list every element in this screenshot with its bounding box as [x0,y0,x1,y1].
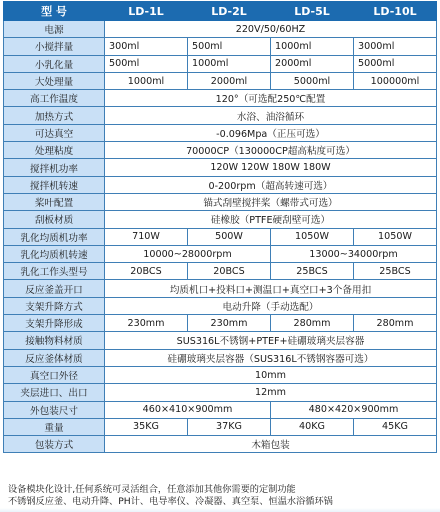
header-row [4,2,437,21]
row-vacuum-port [4,366,437,383]
row-cell: 500ml [188,38,271,55]
row-cell: 230mm [105,315,188,332]
row-label: 反应釜体材质 [4,349,105,366]
row-small-emulsify [4,55,437,72]
row-weight [4,418,437,435]
row-max-temp [4,90,437,107]
model-ld-1l: LD-1L [105,2,188,21]
row-cell: 25BCS [271,263,354,280]
row-value: 70000CP（130000CP超高粘度可选） [105,142,437,159]
row-cell: 5000ml [271,72,354,89]
row-cell: 3000ml [354,38,437,55]
row-cell: 10000~28000rpm [105,245,271,262]
row-cell: 1000ml [105,72,188,89]
row-cell: 280mm [271,315,354,332]
row-label: 可达真空 [4,124,105,141]
row-lift-stroke [4,315,437,332]
model-ld-2l: LD-2L [188,2,271,21]
row-label: 乳化工作头型号 [4,263,105,280]
row-label: 桨叶配置 [4,193,105,210]
row-value: -0.096Mpa（正压可选） [105,124,437,141]
row-cell: 37KG [188,418,271,435]
row-cell: 500W [188,228,271,245]
row-cell: 2000ml [271,55,354,72]
row-cell: 45KG [354,418,437,435]
row-max-capacity [4,72,437,89]
row-scraper [4,211,437,228]
notes-line-1: 设备模块化设计,任何系统可灵活组合，任意添加其他你需要的定制功能 [8,484,296,495]
row-paddle [4,193,437,210]
row-cell: 480×420×900mm [271,401,437,418]
row-power [4,21,437,38]
row-cell: 300ml [105,38,188,55]
row-value: 12mm [105,384,437,401]
row-stir-speed [4,176,437,193]
row-value: 220V/50/60HZ [105,21,437,38]
row-cell: 100000ml [354,72,437,89]
row-value: 均质机口+投料口+测温口+真空口+3个备用扣 [105,280,437,297]
row-cell: 1000ml [271,38,354,55]
row-label: 加热方式 [4,107,105,124]
row-label: 电源 [4,21,105,38]
row-contact-material [4,332,437,349]
row-value: 120W 120W 180W 180W [105,159,437,176]
row-cell: 1050W [354,228,437,245]
row-label: 大处理量 [4,72,105,89]
row-cell: 13000~34000rpm [271,245,437,262]
model-ld-5l: LD-5L [271,2,354,21]
row-head-model [4,263,437,280]
row-cell: 25BCS [354,263,437,280]
row-heating [4,107,437,124]
row-label: 反应釜盖开口 [4,280,105,297]
row-cell: 1050W [271,228,354,245]
row-value: 硅硼玻璃夹层容器（SUS316L不锈钢容器可选） [105,349,437,366]
row-jacket-port [4,384,437,401]
row-cell: 40KG [271,418,354,435]
row-cell: 230mm [188,315,271,332]
row-label: 小搅拌量 [4,38,105,55]
row-value: 10mm [105,366,437,383]
row-label: 搅拌机转速 [4,176,105,193]
row-cell: 1000ml [188,55,271,72]
row-homogenizer-speed [4,245,437,262]
row-label: 夹层进口、出口 [4,384,105,401]
row-label: 支架升降方式 [4,297,105,314]
row-label: 乳化均质机功率 [4,228,105,245]
row-label: 搅拌机功率 [4,159,105,176]
row-value: 0-200rpm（超高转速可选） [105,176,437,193]
row-small-stir [4,38,437,55]
row-cell: 280mm [354,315,437,332]
spec-table [3,1,437,453]
row-label: 真空口外径 [4,366,105,383]
row-homogenizer-power [4,228,437,245]
bottom-gradient [0,508,440,512]
row-label: 外包装尺寸 [4,401,105,418]
footer-notes [0,480,440,512]
row-cell: 5000ml [354,55,437,72]
model-label: 型 号 [4,2,105,21]
row-lift-mode [4,297,437,314]
row-value: 锚式刮壁搅拌桨（螺带式可选） [105,193,437,210]
row-lid-openings [4,280,437,297]
row-package-size [4,401,437,418]
row-label: 支架升降形成 [4,315,105,332]
row-value: 电动升降（手动选配） [105,297,437,314]
row-cell: 20BCS [188,263,271,280]
row-packing [4,436,437,453]
row-label: 处理粘度 [4,142,105,159]
row-label: 包装方式 [4,436,105,453]
row-value: SUS316L不锈钢+PTEF+硅硼玻璃夹层容器 [105,332,437,349]
notes-line-2: 不锈钢反应釜、电动升降、PH计、电导率仪、冷凝器、真空泵、恒温水浴循环锅 [8,495,333,507]
model-ld-10l: LD-10L [354,2,437,21]
row-label: 接触物料材质 [4,332,105,349]
row-vessel-material [4,349,437,366]
row-cell: 710W [105,228,188,245]
row-label: 小乳化量 [4,55,105,72]
row-cell: 500ml [105,55,188,72]
row-cell: 20BCS [105,263,188,280]
row-value: 水浴、油浴循环 [105,107,437,124]
row-value: 硅橡胶（PTFE硬刮壁可选） [105,211,437,228]
row-cell: 2000ml [188,72,271,89]
row-stir-power [4,159,437,176]
row-cell: 460×410×900mm [105,401,271,418]
row-label: 高工作温度 [4,90,105,107]
row-label: 重量 [4,418,105,435]
row-value: 120°（可选配250℃配置 [105,90,437,107]
row-viscosity [4,142,437,159]
row-vacuum [4,124,437,141]
row-label: 乳化均质机转速 [4,245,105,262]
row-label: 刮板材质 [4,211,105,228]
row-value: 木箱包装 [105,436,437,453]
row-cell: 35KG [105,418,188,435]
